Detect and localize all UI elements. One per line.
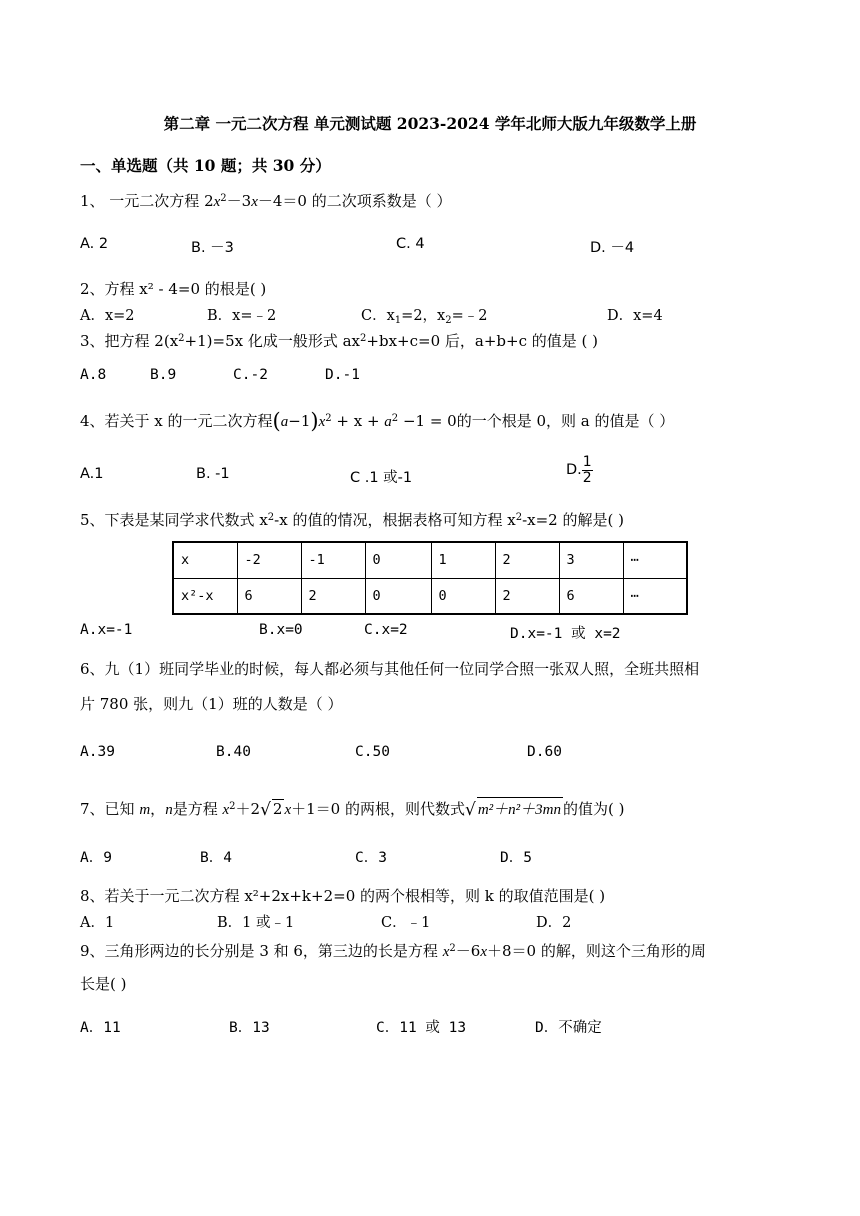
value-table	[172, 541, 688, 615]
q1-option-d: D. －4	[590, 240, 635, 256]
q6-option-a: A.39	[80, 744, 115, 760]
page-title: 第二章 一元二次方程 单元测试题 2023-2024 学年北师大版九年级数学上册	[163, 114, 697, 133]
q4-frac-den: 2	[582, 469, 592, 486]
q2-option-c-label: C．	[361, 308, 387, 324]
q7-option-b: B．4	[200, 850, 232, 866]
q1-var-x2: x	[251, 194, 258, 210]
q5-option-c: C.x=2	[364, 622, 408, 638]
q7-comma: ，	[150, 800, 166, 818]
table-cell: 2	[495, 578, 559, 614]
q4-eq-mid: −1	[288, 412, 311, 430]
q5-option-a: A.x=-1	[80, 622, 133, 638]
question-6-line1: 6、九（1）班同学毕业的时候，每人都必须与其他任何一位同学合照一张双人照，全班共照相	[80, 660, 700, 678]
q5-text-pre: 5、下表是某同学求代数式 x	[80, 511, 268, 529]
q4-frac-num: 1	[582, 454, 592, 470]
table-row	[173, 542, 687, 578]
table-cell: 3	[559, 542, 623, 578]
q2-option-a: A．x=2	[80, 308, 135, 324]
q9-option-b: B．13	[229, 1020, 270, 1036]
q9-option-d: D．不确定	[535, 1020, 602, 1036]
q4-eq-tail2: −1 = 0	[398, 412, 457, 430]
q4-var-a2: a	[384, 414, 392, 430]
q1-text-post: －4＝0 的二次项系数是（ ）	[257, 192, 452, 210]
q3-option-c: C.-2	[233, 367, 268, 383]
q4-option-d-label: D.	[566, 462, 582, 479]
q3-option-b: B.9	[150, 367, 177, 383]
q9-text-post: ＋8＝0 的解，则这个三角形的周	[486, 942, 706, 960]
q2-option-d: D．x=4	[607, 308, 663, 324]
table-cell: -2	[237, 542, 301, 578]
q3-option-d: D.-1	[325, 367, 360, 383]
q6-option-b: B.40	[216, 744, 251, 760]
table-cell: 0	[365, 542, 431, 578]
question-1: 1、 一元二次方程 $2x^2-3x-4=0$ 的二次项系数是（ ）	[80, 192, 452, 210]
table-cell: -1	[301, 542, 365, 578]
q3-option-a: A.8	[80, 367, 107, 383]
q3-text-pre: 3、把方程 2(x	[80, 332, 179, 350]
table-cell: x²-x	[173, 578, 237, 614]
q7-var-x2: x	[284, 802, 292, 818]
question-5: 5、下表是某同学求代数式 $x^2-x$ 的值的情况，根据表格可知方程 $x^2-x=2$ 的解是( )	[80, 511, 624, 529]
table-cell: 0	[431, 578, 495, 614]
q4-option-b: B. -1	[196, 466, 230, 482]
q2-option-c	[361, 304, 487, 325]
q4-var-x: x	[318, 414, 326, 430]
table-cell: ⋯	[623, 578, 687, 614]
q7-text-mid: 是方程	[172, 800, 218, 818]
q4-option-a: A.1	[80, 466, 104, 482]
q3-text-mid: +1)=5x 化成一般形式 ax	[184, 332, 361, 350]
table-cell: 2	[495, 542, 559, 578]
q9-option-a: A．11	[80, 1020, 121, 1036]
table-cell: 2	[301, 578, 365, 614]
q7-sqrt-expr: m²＋n²＋3mn	[477, 797, 563, 819]
question-8: 8、若关于一元二次方程 x²+2x+k+2=0 的两个根相等，则 k 的取值范围是( )	[80, 887, 606, 905]
q7-var-x: x	[222, 802, 230, 818]
q2-option-b: B．x=﹣2	[207, 308, 277, 324]
q7-option-d: D．5	[500, 850, 532, 866]
q2-c-end: =﹣2	[451, 308, 488, 324]
q5-option-d: D.x=-1 或 x=2	[510, 626, 621, 642]
q8-option-a: A．1	[80, 915, 115, 931]
q1-text-pre: 1、 一元二次方程 2	[80, 192, 214, 210]
q5-option-b: B.x=0	[259, 622, 303, 638]
q9-var-x2: x	[480, 944, 487, 960]
table-cell: 6	[559, 578, 623, 614]
q7-option-a: A．9	[80, 850, 112, 866]
q4-text-pre: 4、若关于 x 的一元二次方程	[80, 412, 273, 430]
question-9-line1: 9、三角形两边的长分别是 3 和 6，第三边的长是方程 $x^2-6x+8=0$ 的解，则这个三角形的周	[80, 942, 706, 960]
q8-option-d: D．2	[536, 915, 572, 931]
q9-eq1: －6	[455, 942, 481, 960]
q7-text-pre: 7、已知	[80, 800, 135, 818]
q2-c-sub1: 1	[394, 315, 402, 326]
table-cell: ⋯	[623, 542, 687, 578]
q1-option-c: C. 4	[396, 236, 425, 252]
q6-option-d: D.60	[527, 744, 562, 760]
q7-eq2: ＋1＝0 的两根，则代数式	[291, 800, 465, 818]
q7-sqrt-2: 2	[272, 800, 283, 818]
table-cell: 1	[431, 542, 495, 578]
question-4: 4、若关于 x 的一元二次方程$(a-1)x^2 + x + a^2 -1 = 0$的一个根是 0，则 a 的值是（ ）	[80, 409, 675, 433]
q1-option-a: A. 2	[80, 236, 109, 252]
q7-var-n: n	[165, 802, 173, 818]
q4-fraction	[582, 455, 593, 485]
q7-text-post: 的值为( )	[563, 800, 625, 818]
q4-eq-tail1: + x +	[331, 412, 385, 430]
table-row	[173, 578, 687, 614]
q1-var-x: x	[213, 194, 221, 210]
q7-var-m: m	[139, 802, 151, 818]
table-cell: 6	[237, 578, 301, 614]
q2-c-x1: x	[386, 308, 395, 324]
table-cell: x	[173, 542, 237, 578]
q4-text-post: 的一个根是 0，则 a 的值是（ ）	[456, 412, 675, 430]
q9-option-c: C．11 或 13	[376, 1020, 467, 1036]
q4-var-a: a	[280, 414, 289, 430]
q1-option-b: B. －3	[191, 240, 234, 256]
q4-option-c: C .1 或-1	[350, 470, 413, 486]
question-2: 2、方程 x² ‑ 4=0 的根是( )	[80, 280, 267, 298]
q5-text-mid: -x 的值的情况，根据表格可知方程 x	[274, 511, 516, 529]
q9-var-x: x	[442, 944, 450, 960]
q4-option-d	[566, 455, 593, 485]
q7-eq1: ＋2	[235, 800, 261, 818]
q2-c-sub2: 2	[445, 315, 452, 326]
question-9-line2: 长是( )	[80, 975, 127, 993]
q7-option-c: C．3	[355, 850, 387, 866]
question-3: 3、把方程 $2(x^2+1)=5x$ 化成一般形式 $ax^2+bx+c=0$ 后，a+b+c 的值是 ( )	[80, 332, 598, 350]
q1-text-mid: －3	[226, 192, 252, 210]
q2-c-mid: =2，x	[401, 308, 446, 324]
q8-option-c: C．﹣1	[381, 915, 431, 931]
q8-option-b: B．1 或﹣1	[217, 915, 295, 931]
q6-option-c: C.50	[355, 744, 390, 760]
question-7: 7、已知 m，n是方程 $x^2+2√$ 2 x＋1＝0 的两根，则代数式√ m²＋n²＋3mn 的值为( )	[80, 797, 625, 820]
section-heading: 一、单选题（共 10 题；共 30 分）	[80, 156, 331, 175]
q5-text-post: -x=2 的解是( )	[522, 511, 624, 529]
q9-text-pre: 9、三角形两边的长分别是 3 和 6，第三边的长是方程	[80, 942, 438, 960]
question-6-line2: 片 780 张，则九（1）班的人数是（ ）	[80, 695, 343, 713]
q3-text-post: +bx+c=0 后，a+b+c 的值是 ( )	[366, 332, 598, 350]
table-cell: 0	[365, 578, 431, 614]
